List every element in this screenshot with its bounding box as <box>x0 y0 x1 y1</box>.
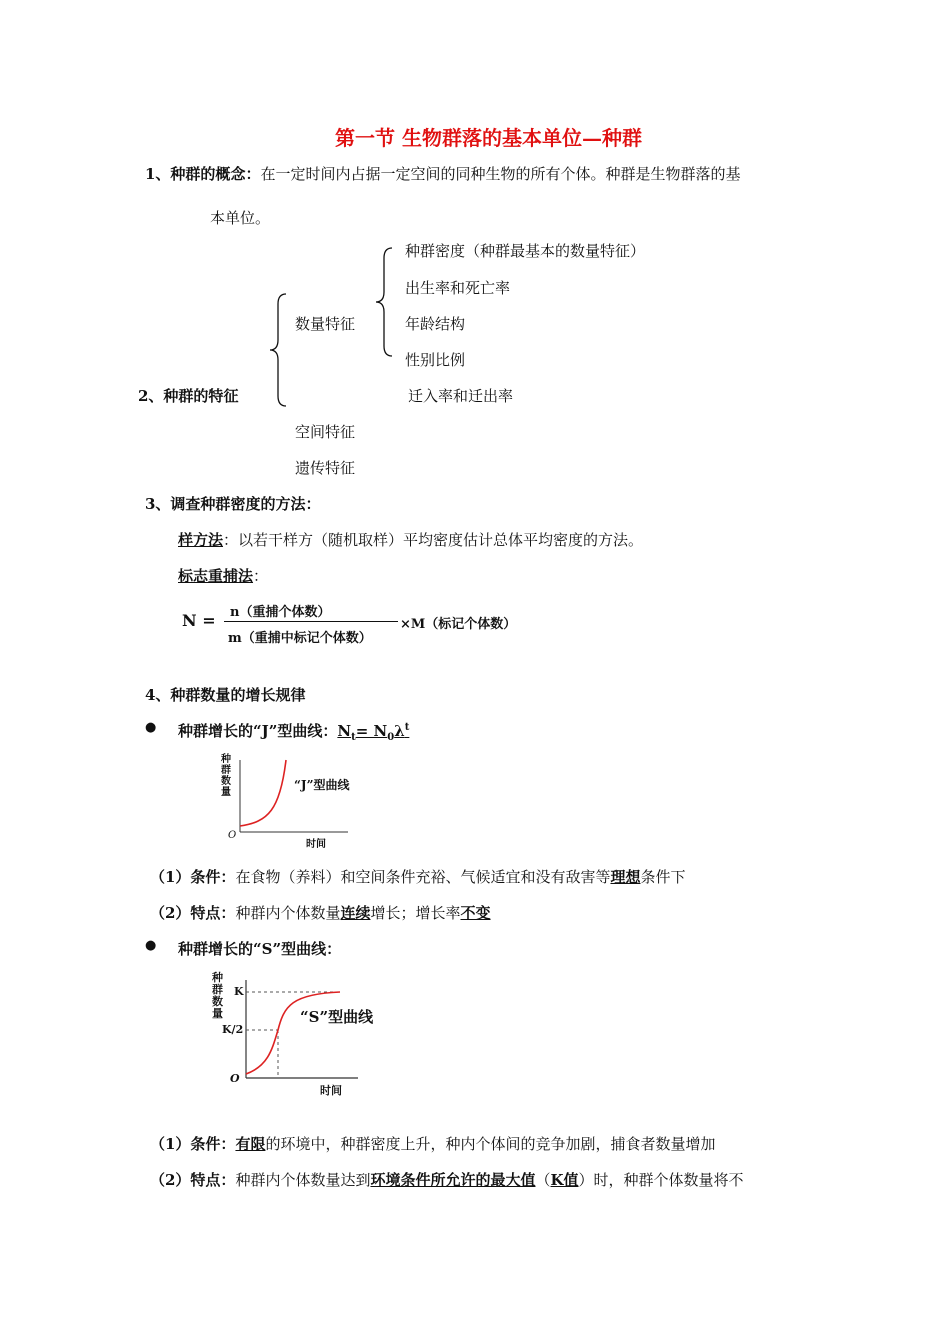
j-features: （2）特点：种群内个体数量连续增长；增长率不变 <box>150 904 491 922</box>
mark-recapture-label: 标志重捕法 <box>178 567 254 585</box>
mark-recapture-colon: ： <box>253 567 269 585</box>
s-xlabel: 时间 <box>320 1084 342 1097</box>
mark-recapture-method <box>178 565 268 586</box>
quantity-item-4: 性别比例 <box>405 351 466 369</box>
quadrat-label: 样方法 <box>178 531 224 549</box>
quantity-label: 数量特征 <box>295 315 356 333</box>
inner-brace <box>370 244 400 360</box>
growth-heading: 4、种群数量的增长规律 <box>145 686 306 704</box>
s-ylabel: 种 群 数 量 <box>212 971 223 1020</box>
quantity-item-3: 年龄结构 <box>405 315 466 333</box>
bullet-icon: ● <box>145 720 157 735</box>
j-conditions: （1）条件：在食物（养料）和空间条件充裕、气候适宜和没有敌害等理想条件下 <box>150 868 686 886</box>
outer-brace <box>262 290 292 410</box>
formula-denominator: m（重捕中标记个体数） <box>228 631 372 646</box>
quadrat-text: ：以若干样方（随机取样）平均密度估计总体平均密度的方法。 <box>223 531 644 549</box>
s-origin: O <box>230 1072 240 1085</box>
density-method-heading: 3、调查种群密度的方法： <box>145 495 321 513</box>
page-title: 第一节 生物群落的基本单位—种群 <box>335 126 642 150</box>
s-k2-label: K/2 <box>222 1023 244 1036</box>
j-curve-graph <box>218 752 368 850</box>
formula-numerator: n（重捕个体数） <box>230 605 331 620</box>
section-1 <box>145 163 740 184</box>
j-formula: $N_t= N_0\lambda^t$ <box>337 722 410 743</box>
quadrat-method <box>178 529 643 550</box>
migration-item: 迁入率和迁出率 <box>408 387 514 405</box>
concept-text-cont: 本单位。 <box>210 209 271 227</box>
s-conditions: （1）条件：有限的环境中，种群密度上升，种内个体间的竞争加剧，捕食者数量增加 <box>150 1135 716 1153</box>
concept-heading: 1、种群的概念： <box>145 165 261 183</box>
features-heading: 2、种群的特征 <box>138 387 239 405</box>
j-curve-heading <box>178 720 409 743</box>
quantity-item-1: 种群密度（种群最基本的数量特征） <box>405 242 646 260</box>
j-xlabel: 时间 <box>306 839 326 850</box>
s-curve-graph <box>210 970 390 1098</box>
bullet-icon-2: ● <box>145 938 157 953</box>
fraction-bar <box>224 621 398 622</box>
quantity-item-2: 出生率和死亡率 <box>405 279 511 297</box>
s-curve-annotation: “S”型曲线 <box>300 1008 374 1026</box>
formula-rhs: ×M（标记个体数） <box>400 617 517 632</box>
concept-text: 在一定时间内占据一定空间的同种生物的所有个体。种群是生物群落的基 <box>260 165 741 183</box>
s-k-label: K <box>234 985 244 998</box>
j-ylabel: 种 群 数 量 <box>221 754 231 798</box>
s-curve-heading: 种群增长的“S”型曲线： <box>178 940 342 958</box>
j-curve-annotation: “J”型曲线 <box>294 778 350 792</box>
genetic-feature: 遗传特征 <box>295 459 356 477</box>
formula-lhs: N = <box>182 611 216 630</box>
j-origin: O <box>228 830 237 841</box>
j-curve-label: 种群增长的“J”型曲线： <box>178 722 338 740</box>
spatial-feature: 空间特征 <box>295 423 356 441</box>
s-features: （2）特点：种群内个体数量达到环境条件所允许的最大值（K值）时，种群个体数量将不 <box>150 1171 744 1189</box>
